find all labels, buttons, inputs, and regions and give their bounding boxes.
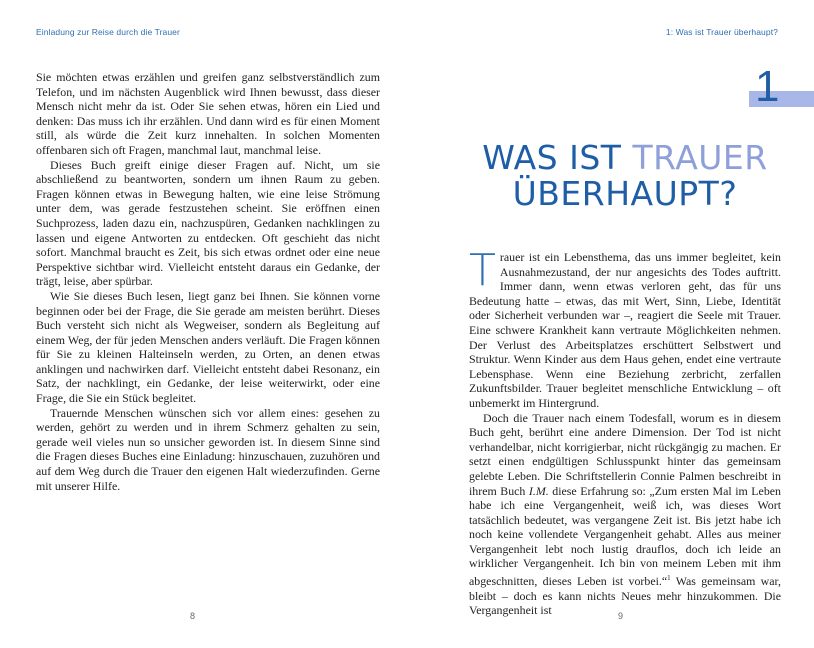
book-title: I.M. — [528, 483, 549, 498]
footnote-reference: 1 — [667, 574, 671, 583]
page-number-left: 8 — [190, 611, 196, 621]
paragraph-segment: Doch die Trauer nach einem Todesfall, worum es in diesem Buch geht, berührt eine andere Dimension. Der Tod ist nicht verhandelbar, nicht korrigierbar, nicht rückgängig zu machen. Er setzt einen endgültigen Schlusspunkt hinter das gemeinsam gelebte Leben. Die Schriftstellerin Connie Palmen beschreibt in ihrem Buch — [469, 410, 781, 498]
right-body-text — [469, 245, 782, 618]
paragraph-second — [469, 411, 781, 618]
first-paragraph-text: rauer ist ein Lebensthema, das uns immer begleitet, kein Ausnahmezustand, der nur angesichts des Todes auftritt. Immer dann, wenn etwas verloren geht, das für uns Bedeutung hatte – etwas, das mit Wert, Sinn, Liebe, Identität oder Sicherheit verbunden war –, reagiert die Seele mit Trauer. Eine schwere Krankheit kann vertraute Möglichkeiten nehmen. Der Verlust des Arbeitsplatzes erschüttert Selbstwert und Struktur. Wenn Kinder aus dem Haus gehen, endet eine vertraute Lebensphase. Wenn eine Beziehung zerbricht, zerfallen Zukunftsbilder. Trauer begleitet menschliche Entwicklung – oft unbemerkt im Hintergrund. — [469, 250, 781, 410]
chapter-title-part1: WAS IST — [482, 138, 633, 177]
chapter-number: 1 — [755, 62, 780, 111]
paragraph-segment: Was gemeinsam war, bleibt – doch es kann nichts Neues mehr hinzukommen. Die Vergangenheit ist — [469, 574, 781, 618]
running-head-right: 1: Was ist Trauer überhaupt? — [665, 27, 778, 37]
paragraph-first — [469, 245, 781, 411]
left-body-text — [36, 70, 380, 493]
paragraph-segment: diese Erfahrung so: „Zum ersten Mal im Leben habe ich eine Vergangenheit, weiß ich, was dieses Wort tatsächlich bedeutet, was vergangene Zeit ist. Bis jetzt habe ich noch keine vollendete Vergangenheit gehabt. Alles aus meiner Vergangenheit lebt noch lustig drauflos, doch ich leide an wirklicher Vergangenheit. Ich bin von meinem Leben mit ihm abgeschnitten, dieses Leben ist vorbei.“ — [469, 483, 782, 589]
chapter-title — [469, 140, 781, 212]
chapter-title-accent: TRAUER — [632, 138, 768, 177]
right-page — [407, 0, 814, 648]
running-head-left: Einladung zur Reise durch die Trauer — [36, 27, 180, 37]
chapter-tab — [749, 62, 814, 111]
paragraph: Dieses Buch greift einige dieser Fragen auf. Nicht, um sie abschließend zu beantworten, sondern um ihnen Raum zu geben. Fragen können etwas in Bewegung halten, wie eine leise Strömung unter dem, was gerade festzustehen scheint. Sie eröffnen einen Suchprozess, laden dazu ein, nachzuspüren, Gedanken nachklingen zu lassen und eigene Antworten zu entdecken. Oft geschieht das nicht sofort. Manchmal braucht es Zeit, bis sich etwas ordnet oder eine neue Perspektive sichtbar wird. Vielleicht entsteht daraus ein Gedanke, der trägt, leise, aber spürbar. — [36, 157, 380, 289]
chapter-title-part2: ÜBERHAUPT? — [512, 174, 738, 213]
paragraph: Sie möchten etwas erzählen und greifen ganz selbstverständlich zum Telefon, und im nächsten Augenblick wird Ihnen bewusst, dass dieser Mensch nicht mehr da ist. Oder Sie sehen etwas, hören ein Lied und denken: Das muss ich ihr erzählen. Und dann wird es für einen Moment still, als würde die Zeit kurz innehalten. In solchen Momenten offenbaren sich oft Fragen, manchmal laut, manchmal leise. — [36, 70, 380, 157]
paragraph: Wie Sie dieses Buch lesen, liegt ganz bei Ihnen. Sie können vorne beginnen oder bei der Frage, die Sie gerade am meisten berührt. Dieses Buch versteht sich nicht als Wegweiser, sondern als Begleitung auf einem Weg, der für jeden Menschen anders verläuft. Die Fragen können für Sie zu kleinen Halteinseln werden, zu Orten, an denen etwas anklingen und nachwirken darf. Vielleicht entsteht dabei Resonanz, ein Satz, der nachklingt, ein Gedanke, der leise weiterwirkt, oder eine Frage, die Sie ein Stück begleitet. — [36, 288, 380, 406]
drop-cap: T — [469, 245, 496, 296]
page-number-right: 9 — [618, 611, 624, 621]
paragraph: Trauernde Menschen wünschen sich vor allem eines: gesehen zu werden, gehört zu werden und in ihrem Schmerz gehalten zu sein, gerade weil vieles nun so unsicher geworden ist. In diesem Sinne sind die Fragen dieses Buches eine Einladung: hinzuschauen, zuzuhören und auf dem Weg durch die Trauer den eigenen Halt wiederzufinden. Gerne mit unserer Hilfe. — [36, 405, 380, 493]
